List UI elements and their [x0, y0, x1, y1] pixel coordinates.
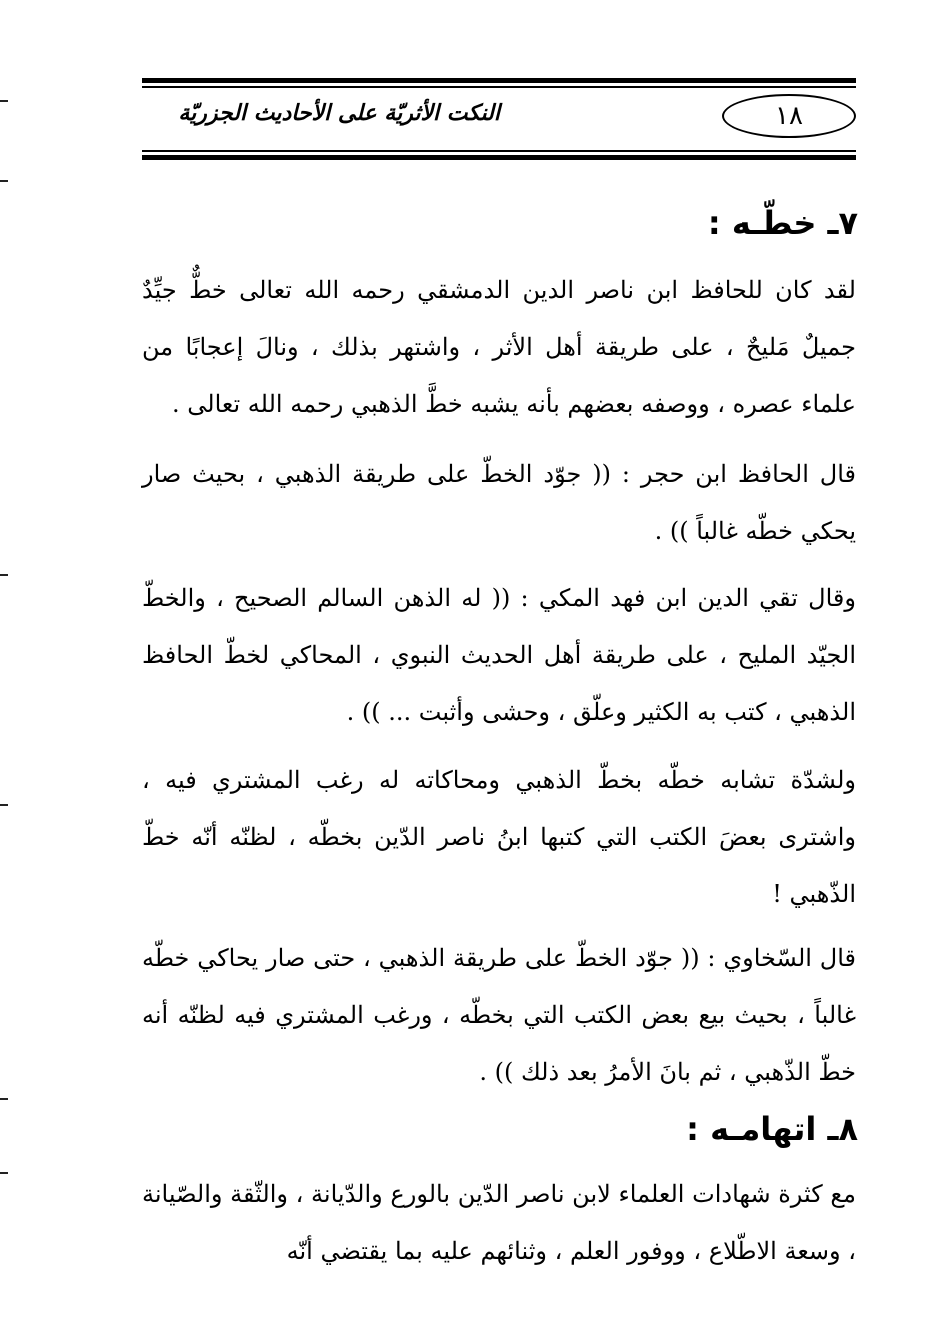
margin-mark	[0, 1098, 8, 1100]
margin-mark	[0, 1172, 8, 1174]
margin-mark	[0, 100, 8, 102]
paragraph: ولشدّة تشابه خطّه بخطّ الذهبي ومحاكاته له رغب المشتري فيه ، واشترى بعضَ الكتب التي كتبها ابنُ ناصر الدّين بخطّه ، لظنّه أنّه خطّ الذّهبي !	[142, 766, 856, 908]
section-heading-8: ٨ـ اتهامـه :	[686, 1110, 858, 1148]
margin-mark	[0, 574, 8, 576]
running-header	[142, 90, 856, 148]
header-bottom-rule-thick	[142, 155, 856, 160]
margin-mark	[0, 804, 8, 806]
paragraph: لقد كان للحافظ ابن ناصر الدين الدمشقي رحمه الله تعالى خطٌّ جيِّدٌ جميلٌ مَليحٌ ، على طريقة أهل الأثر ، واشتهر بذلك ، ونالَ إعجابًا من علماء عصره ، ووصفه بعضهم بأنه يشبه خطَّ الذهبي رحمه الله تعالى .	[142, 276, 856, 418]
paragraph: قال الحافظ ابن حجر : (( جوّد الخطّ على طريقة الذهبي ، بحيث صار يحكي خطّه غالباً )) .	[142, 460, 856, 545]
margin-mark	[0, 180, 8, 182]
paragraph: مع كثرة شهادات العلماء لابن ناصر الدّين بالورع والدّيانة ، والثّقة والصّيانة ، وسعة الاطّلاع ، ووفور العلم ، وثنائهم عليه بما يقتضي أنّه	[142, 1180, 856, 1265]
page-number: ١٨	[722, 94, 856, 138]
header-bottom-rule-thin	[142, 150, 856, 152]
paragraph: وقال تقي الدين ابن فهد المكي : (( له الذهن السالم الصحيح ، والخطّ الجيّد المليح ، على طريقة أهل الحديث النبوي ، المحاكي لخطّ الحافظ الذهبي ، كتب به الكثير وعلّق ، وحشى وأثبت ... )) .	[142, 584, 856, 726]
header-top-rule-thick	[142, 78, 856, 83]
book-title: النكت الأثريّة على الأحاديث الجزريّة	[178, 100, 500, 126]
section-heading-7: ٧ـ خطّـه :	[707, 204, 858, 242]
header-top-rule-thin	[142, 86, 856, 88]
paragraph: قال السّخاوي : (( جوّد الخطّ على طريقة الذهبي ، حتى صار يحاكي خطّه غالباً ، بحيث بيع بعض الكتب التي بخطّه ، ورغب المشتري فيه لظنّه أنه خطّ الذّهبي ، ثم بانَ الأمرُ بعد ذلك )) .	[142, 944, 856, 1086]
